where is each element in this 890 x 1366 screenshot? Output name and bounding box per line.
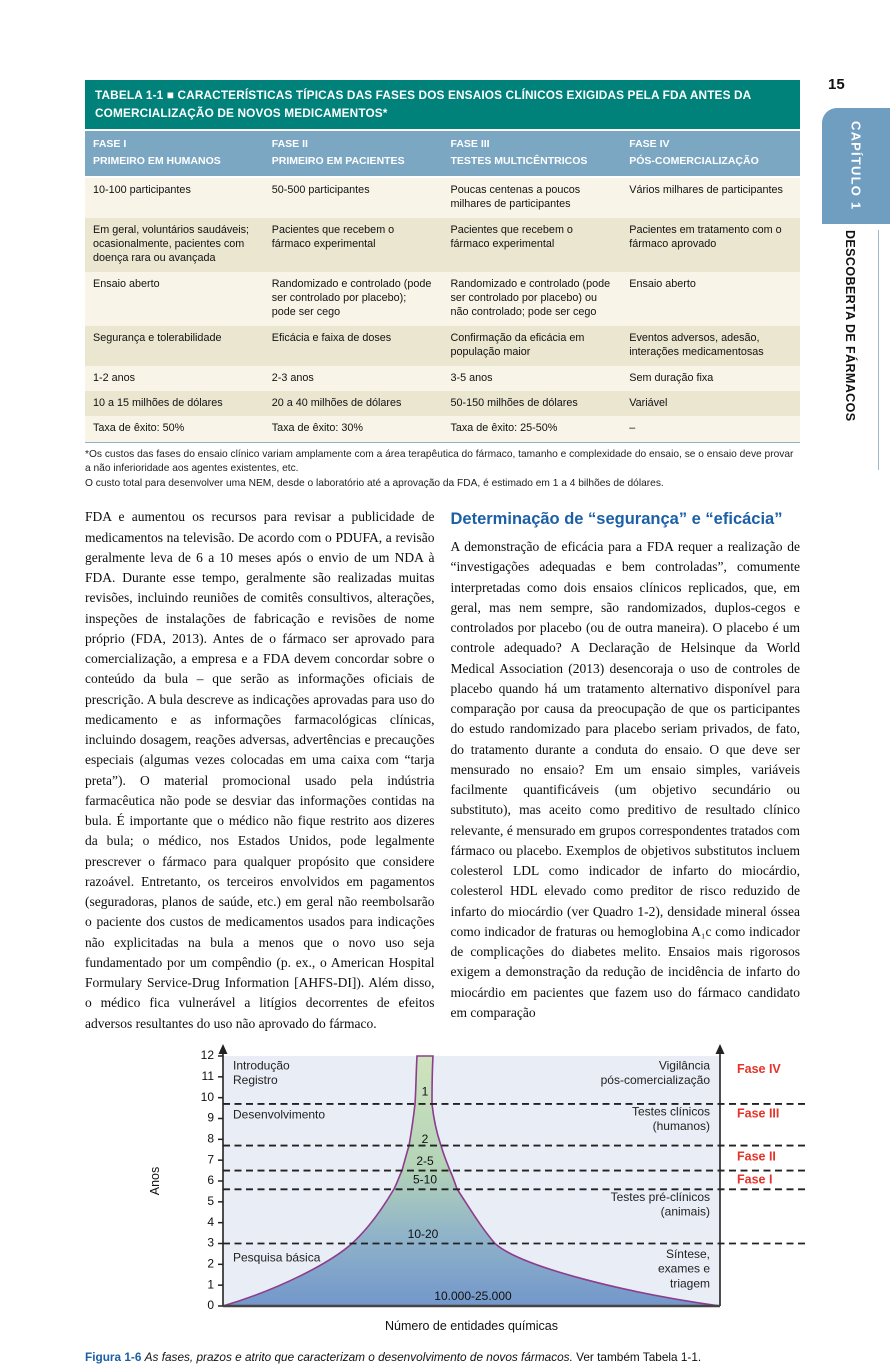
table-row [85,272,800,326]
chapter-tab-label: CAPÍTULO 1 [848,121,864,211]
stage-label-right: Síntese, [665,1247,710,1262]
table-cell: Pacientes que recebem o fármaco experimental [450,223,573,251]
table-cell: 50-500 participantes [271,183,370,196]
table-footnote: O custo total para desenvolver uma NEM, desde o laboratório até a aprovação da FDA, é estimado em 1 a 4 bilhões de dólares. [85,478,664,490]
x-axis-title: Número de entidades químicas [384,1318,559,1333]
table-cell: Sem duração fixa [629,371,714,384]
y-tick-label: 11 [201,1068,214,1083]
chapter-title-strip [822,230,879,470]
funnel-count-label: 1 [421,1084,429,1099]
y-tick-label: 12 [200,1048,214,1063]
table-cell: Pacientes que recebem o fármaco experimental [271,223,395,251]
body-columns [85,507,800,1034]
table-column-header [85,131,264,176]
table-cell: Eficácia e faixa de doses [271,331,392,344]
phase-name: FASE I [93,138,127,151]
y-tick-label: 7 [207,1152,214,1167]
funnel-count-label: 5-10 [412,1172,438,1187]
y-tick-label: 4 [207,1214,214,1229]
chapter-tab [822,108,890,224]
figure-caption-rest: Ver também Tabela 1-1. [576,1349,702,1364]
phase-subtitle: PRIMEIRO EM HUMANOS [93,155,221,168]
phase-subtitle: PÓS-COMERCIALIZAÇÃO [629,155,759,168]
y-axis-arrow [219,1044,228,1054]
table-cell: Em geral, voluntários saudáveis; ocasionalmente, pacientes com doença rara ou avançada [93,223,250,265]
right-axis-arrow [716,1044,725,1054]
y-tick-label: 6 [207,1173,214,1188]
table-cell: 10 a 15 milhões de dólares [93,396,223,409]
stage-label-right: pós-comercialização [600,1073,710,1088]
phase-name: FASE II [271,138,308,151]
table-cell: Taxa de êxito: 30% [271,422,363,435]
y-tick-label: 5 [207,1193,214,1208]
phase-name: FASE IV [629,138,670,151]
funnel-count-label: 2-5 [416,1153,434,1168]
y-tick-label: 9 [207,1110,214,1125]
table-row [85,416,800,441]
table-cell: 3-5 anos [450,371,493,384]
phase-label: Fase I [737,1172,773,1187]
funnel-chart [145,1044,813,1340]
table-row [85,178,800,218]
table-cell: Eventos adversos, adesão, interações medicamentosas [629,331,764,359]
table-cell: Pacientes em tratamento com o fármaco aprovado [629,223,782,251]
table-cell: Confirmação da eficácia em população maior [450,331,585,359]
table-cell: 1-2 anos [93,371,136,384]
table-row [85,391,800,416]
table-cell: Ensaio aberto [629,277,696,290]
stage-label-left: Pesquisa básica [233,1250,321,1265]
table-column-header [443,131,622,176]
table-row [85,366,800,391]
table-row [85,326,800,366]
figure-1-6 [145,1044,800,1345]
y-tick-label: 8 [207,1131,214,1146]
stage-label-right: Vigilância [658,1058,710,1073]
table-column-header [621,131,800,176]
table-cell: 2-3 anos [271,371,314,384]
phase-name: FASE III [450,138,490,151]
table-cell: Segurança e tolerabilidade [93,331,222,344]
y-tick-label: 1 [207,1277,214,1292]
stage-label-left: Introdução [233,1058,290,1073]
phase-label: Fase II [737,1149,776,1164]
table-cell: Randomizado e controlado (pode ser controlado por placebo) ou não controlado; pode ser cego [450,277,611,319]
table-cell: Taxa de êxito: 50% [93,422,185,435]
stage-label-right: exames e [657,1261,710,1276]
y-tick-label: 10 [200,1089,214,1104]
left-column-paragraph: FDA e aumentou os recursos para revisar a publicidade de medicamentos na televisão. De acordo com o PDUFA, a revisão geralmente leva de 6 a 10 meses após o envio de um NDA à FDA. Durante esse tempo, geralmente são realizadas muitas revisões, incluindo reuniões de comitês consultivos, alterações, inspeções de instalações de fabricação e revisões de nome próprio (FDA, 2013). Antes de o fármaco ser aprovado para comercialização, a empresa e a FDA devem concordar sobre o conteúdo da bula – que serão as informações oficiais de prescrição. A bula descreve as indicações aprovadas para uso do medicamento e as informações farmacológicas clínicas, incluindo dosagem, reações adversas, advertências e precauções especiais (algumas vezes colocadas em uma caixa com “tarja preta”). O material promocional usado pela indústria farmacêutica não pode se desviar das informações contidas na bula. É importante que o médico não fique restrito aos dizeres da bula; o médico, nos Estados Unidos, pode legalmente prescrever o fármaco para qualquer propósito que considere razoável. Entretanto, os terceiros envolvidos em pagamentos (seguradoras, planos de saúde, etc.) em geral não reembolsarão o paciente dos custos de medicamentos usados para indicações não explicitadas na bula a menos que o novo uso seja fundamentado por um compêndio (p. ex., o American Hospital Formulary Service-Drug Information [AHFS-DI]). Além disso, o médico fica vulnerável a litígios decorrentes de efeitos adversos resultantes do uso não aprovado do fármaco. [85,509,435,1031]
stage-label-right: (humanos) [652,1118,710,1133]
table-row [85,218,800,272]
phase-subtitle: PRIMEIRO EM PACIENTES [271,155,405,168]
section-heading: Determinação de “segurança” e “eficácia” [450,510,783,529]
table-body [85,178,800,443]
table-footnote: *Os custos das fases do ensaio clínico variam amplamente com a área terapêutica do fármaco, tamanho e complexidade do ensaio, se o ensaio deve provar a não inferioridade aos agentes existentes, etc. [85,448,794,474]
right-column-paragraph: A demonstração de eficácia para a FDA requer a realização de “investigações adequadas e bem controladas”, comumente interpretadas como dois ensaios clínicos replicados, que, em geral, mas nem sempre, são randomizados, duplos-cegos e controlados por placebo (ou de outra maneira). O placebo é um controle adequado? A Declaração de Helsinque da World Medical Association (2013) desencoraja o uso de controles de placebo quando há um tratamento alternativo disponível para comparação por causa da preocupação de que os participantes do estudo randomizado para placebo seriam privados, de fato, do tratamento durante a conduta do ensaio. O que deve ser mensurado no ensaio? Em um ensaio simples, variáveis facilmente quantificáveis (um objetivo secundário ou substituto), mas aceito como preditivo de resultado clínico relevante, é mensurado em grupos correspondentes tratados com fármaco ou placebo. Exemplos de objetivos substitutos incluem colesterol LDL como indicador de infarto do miocárdio, colesterol HDL elevado como preditor de risco reduzido de infarto do miocárdio (ver Quadro 1-2), densidade mineral óssea como indicador de fraturas ou hemoglobina A₁c como indicador de complicações do diabetes melito. Ensaios mais rigorosos exigem a demonstração da redução de incidência de infarto do miocárdio em pacientes que fazem uso do fármaco candidato em comparação [450,539,800,1020]
figure-caption-label: Figura 1-6 [85,1349,142,1364]
left-column [85,507,435,1034]
phase-subtitle: TESTES MULTICÊNTRICOS [450,155,588,168]
figure-caption [85,1349,800,1366]
page-content [85,80,800,1366]
table-header-row [85,129,800,178]
funnel-count-label: 2 [421,1132,429,1147]
table-cell: 10-100 participantes [93,183,191,196]
y-tick-label: 0 [207,1298,214,1313]
table-cell: – [629,422,636,435]
stage-label-right: triagem [669,1276,710,1291]
y-axis-title: Anos [148,1166,162,1196]
figure-caption-italic: As fases, prazos e atrito que caracterizam o desenvolvimento de novos fármacos. [144,1349,573,1364]
right-column [451,507,801,1034]
table-cell: Vários milhares de participantes [629,183,783,196]
table-cell: 20 a 40 milhões de dólares [271,396,402,409]
phase-label: Fase IV [737,1061,781,1076]
stage-label-right: Testes pré-clínicos [610,1189,710,1204]
table-cell: Ensaio aberto [93,277,160,290]
table-cell: Variável [629,396,668,409]
table-cell: 50-150 milhões de dólares [450,396,578,409]
y-tick-label: 3 [207,1235,214,1250]
funnel-count-label: 10.000-25.000 [434,1288,512,1303]
table-footnotes [85,443,800,492]
table-column-header [264,131,443,176]
stage-label-right: Testes clínicos [631,1104,710,1119]
table-cell: Randomizado e controlado (pode ser controlado por placebo); pode ser cego [271,277,432,319]
table-1-1 [85,80,800,491]
y-tick-label: 2 [207,1256,214,1271]
phase-label: Fase III [737,1106,780,1121]
chapter-title-label: DESCOBERTA DE FÁRMACOS [843,230,857,422]
page-number: 15 [828,76,845,93]
stage-label-left: Registro [233,1073,278,1088]
table-cell: Poucas centenas a poucos milhares de participantes [450,183,581,211]
stage-label-left: Desenvolvimento [233,1107,326,1122]
stage-label-right: (animais) [660,1204,710,1219]
table-cell: Taxa de êxito: 25-50% [450,422,558,435]
funnel-count-label: 10-20 [407,1226,439,1241]
table-title: TABELA 1-1 ■ CARACTERÍSTICAS TÍPICAS DAS FASES DOS ENSAIOS CLÍNICOS EXIGIDAS PELA FDA ANTES DA COMERCIALIZAÇÃO DE NOVOS MEDICAMENTOS* [85,80,800,129]
